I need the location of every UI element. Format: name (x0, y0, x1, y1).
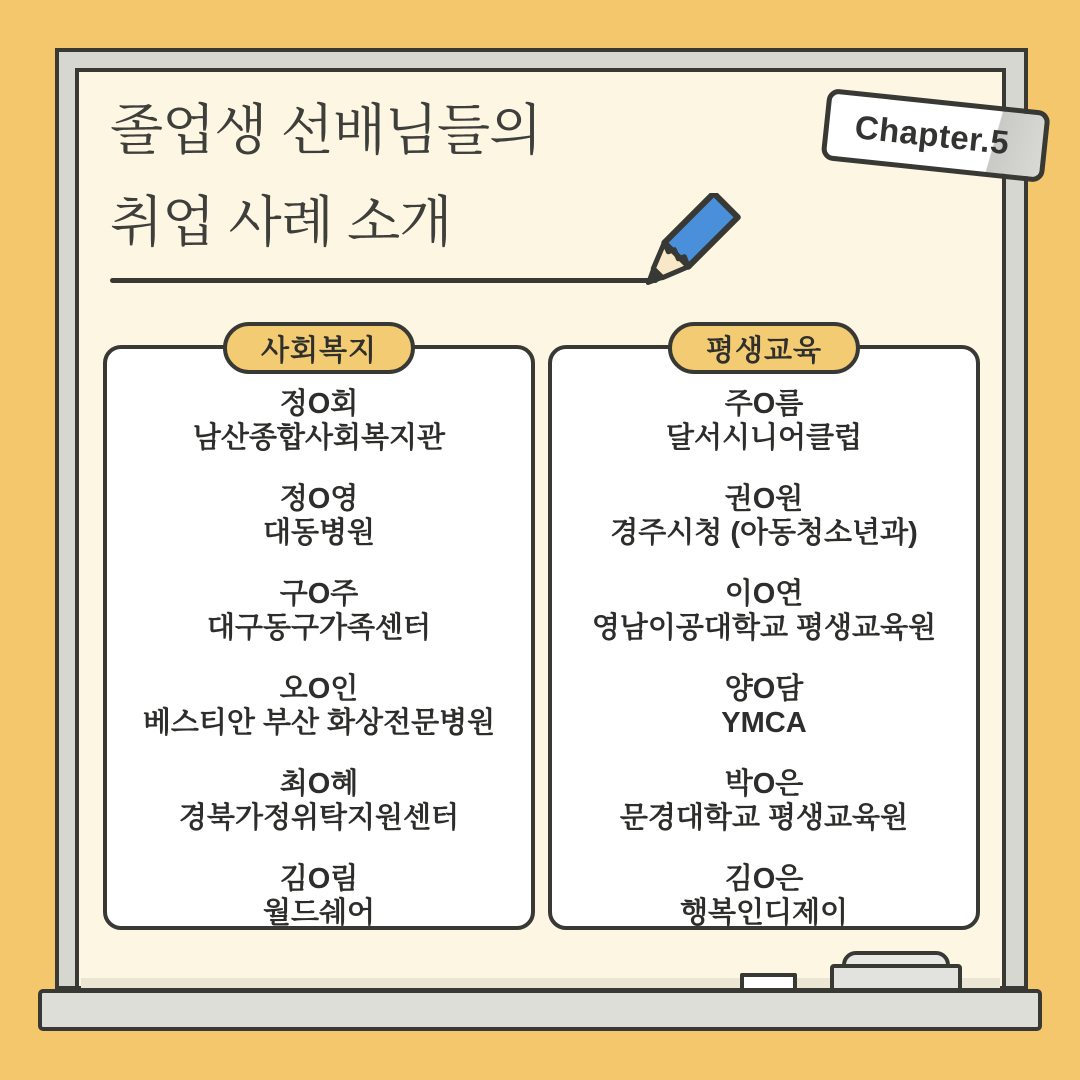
list-item (552, 387, 976, 455)
title-line-2: 취업 사례 소개 (110, 191, 452, 253)
organization-name: YMCA (721, 707, 807, 739)
organization-name: 경북가정위탁지원센터 (178, 802, 460, 834)
pencil-icon (633, 193, 751, 293)
chapter-label: Chapter.5 (853, 108, 1012, 162)
organization-name: 행복인디제이 (679, 897, 849, 929)
person-name: 이O연 (724, 578, 804, 610)
person-name: 최O혜 (279, 768, 359, 800)
person-name: 구O주 (279, 578, 359, 610)
list-item (552, 672, 976, 740)
list-item (552, 482, 976, 550)
category-column-social-welfare (103, 322, 535, 930)
whiteboard-tray (38, 989, 1042, 1031)
list-item (107, 767, 531, 835)
person-name: 김O은 (724, 863, 804, 895)
list-item (107, 862, 531, 930)
organization-name: 남산종합사회복지관 (192, 422, 446, 454)
person-name: 오O인 (279, 673, 359, 705)
organization-name: 영남이공대학교 평생교육원 (591, 612, 937, 644)
person-name: 김O림 (279, 863, 359, 895)
organization-name: 문경대학교 평생교육원 (619, 802, 909, 834)
category-card-lifelong-education (548, 345, 980, 930)
person-name: 주O름 (724, 388, 804, 420)
title-line-1: 졸업생 선배님들의 (110, 99, 542, 161)
person-name: 정O영 (279, 483, 359, 515)
organization-name: 달서시니어클럽 (665, 422, 863, 454)
marker-icon (740, 973, 797, 992)
organization-name: 대동병원 (262, 517, 376, 549)
list-item (107, 482, 531, 550)
organization-name: 베스티안 부산 화상전문병원 (142, 707, 496, 739)
person-name: 박O은 (724, 768, 804, 800)
list-item (552, 577, 976, 645)
list-item (107, 577, 531, 645)
category-card-social-welfare (103, 345, 535, 930)
category-column-lifelong-education (548, 322, 980, 930)
person-name: 권O원 (724, 483, 804, 515)
category-pill-lifelong-education (668, 322, 860, 374)
person-name: 정O회 (279, 388, 359, 420)
category-label: 사회복지 (260, 334, 378, 367)
list-item (552, 767, 976, 835)
eraser-icon (830, 964, 962, 992)
organization-name: 경주시청 (아동청소년과) (610, 517, 918, 549)
organization-name: 월드쉐어 (262, 897, 376, 929)
list-item (107, 672, 531, 740)
category-label: 평생교육 (705, 334, 823, 367)
category-pill-social-welfare (223, 322, 415, 374)
list-item (552, 862, 976, 930)
list-item (107, 387, 531, 455)
person-name: 양O담 (724, 673, 804, 705)
title-underline (110, 278, 658, 283)
organization-name: 대구동구가족센터 (206, 612, 432, 644)
